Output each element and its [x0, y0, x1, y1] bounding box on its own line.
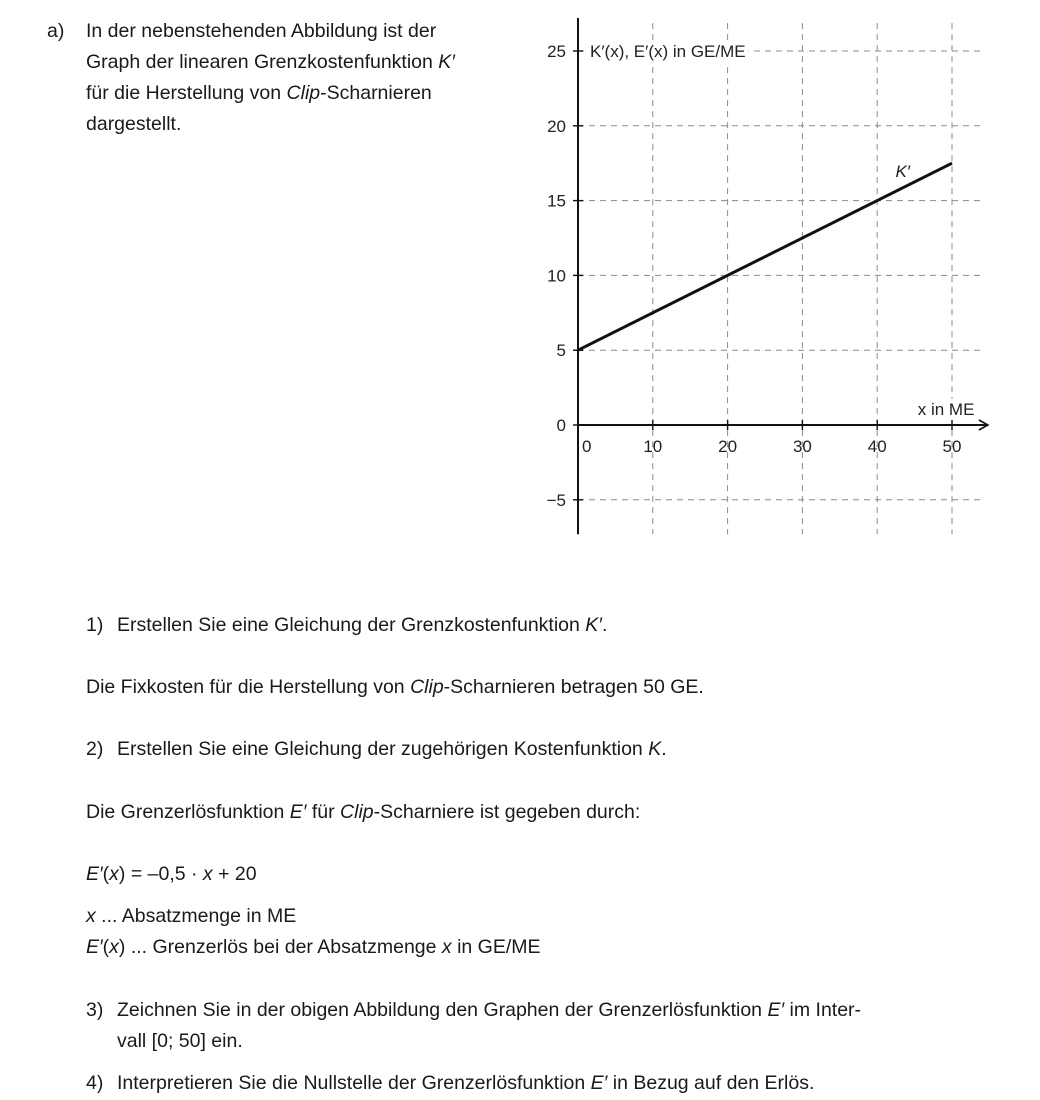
- y-tick-label: 10: [547, 266, 566, 286]
- question-text: Erstellen Sie eine Gleichung der Grenzkostenfunktion K′.: [117, 614, 608, 636]
- question-number: 3): [86, 999, 104, 1021]
- question-number: 1): [86, 614, 104, 636]
- x-axis-label: x in ME: [917, 400, 975, 419]
- marginal-cost-chart: [530, 18, 1000, 538]
- question-4: [86, 1068, 814, 1099]
- x-tick-label: 20: [718, 437, 738, 456]
- intro-line: In der nebenstehenden Abbildung ist der: [86, 20, 437, 42]
- intro-line: dargestellt.: [86, 113, 182, 135]
- y-tick-label: 20: [547, 116, 566, 136]
- x-tick-label: 0: [582, 437, 592, 456]
- series-line-k-prime: [578, 163, 952, 350]
- intro-line: Graph der linearen Grenzkostenfunktion K′: [86, 51, 455, 73]
- question-number: 2): [86, 738, 104, 760]
- y-tick-label: −5: [546, 490, 566, 510]
- y-tick-label: 25: [547, 42, 566, 61]
- x-tick-label: 10: [643, 437, 663, 456]
- x-tick-label: 40: [867, 437, 887, 456]
- info-fixed-costs: Die Fixkosten für die Herstellung von Clip-Scharnieren betragen 50 GE.: [86, 676, 704, 698]
- x-tick-label: 30: [792, 437, 812, 456]
- question-2: [86, 734, 667, 765]
- series-label: K′: [895, 162, 910, 182]
- question-text: Interpretieren Sie die Nullstelle der Grenzerlösfunktion E′ in Bezug auf den Erlös.: [117, 1072, 815, 1094]
- question-text: vall [0; 50] ein.: [117, 1030, 243, 1052]
- question-text: Zeichnen Sie in der obigen Abbildung den Graphen der Grenzerlösfunktion E′ im Inter-: [117, 999, 862, 1021]
- task-label: a): [47, 20, 65, 42]
- x-tick-label: 50: [942, 437, 962, 456]
- y-tick-label: 15: [547, 191, 566, 211]
- question-number: 4): [86, 1072, 104, 1094]
- legend-e-prime: E′(x) ... Grenzerlös bei der Absatzmenge x in GE/ME: [86, 936, 541, 958]
- y-tick-label: 5: [556, 341, 566, 361]
- info-marginal-revenue: Die Grenzerlösfunktion E′ für Clip-Scharniere ist gegeben durch:: [86, 801, 641, 823]
- formula-marginal-revenue: E′(x) = –0,5 · x + 20: [86, 863, 257, 885]
- question-1: [86, 610, 607, 641]
- intro-line: für die Herstellung von Clip-Scharnieren: [86, 82, 432, 104]
- question-text: Erstellen Sie eine Gleichung der zugehörigen Kostenfunktion K.: [117, 738, 667, 760]
- y-axis-label: K′(x), E′(x) in GE/ME: [590, 42, 746, 61]
- legend-x: x ... Absatzmenge in ME: [86, 905, 297, 927]
- y-tick-label: 0: [556, 416, 566, 435]
- question-3: [86, 995, 861, 1057]
- task-intro: [86, 16, 455, 140]
